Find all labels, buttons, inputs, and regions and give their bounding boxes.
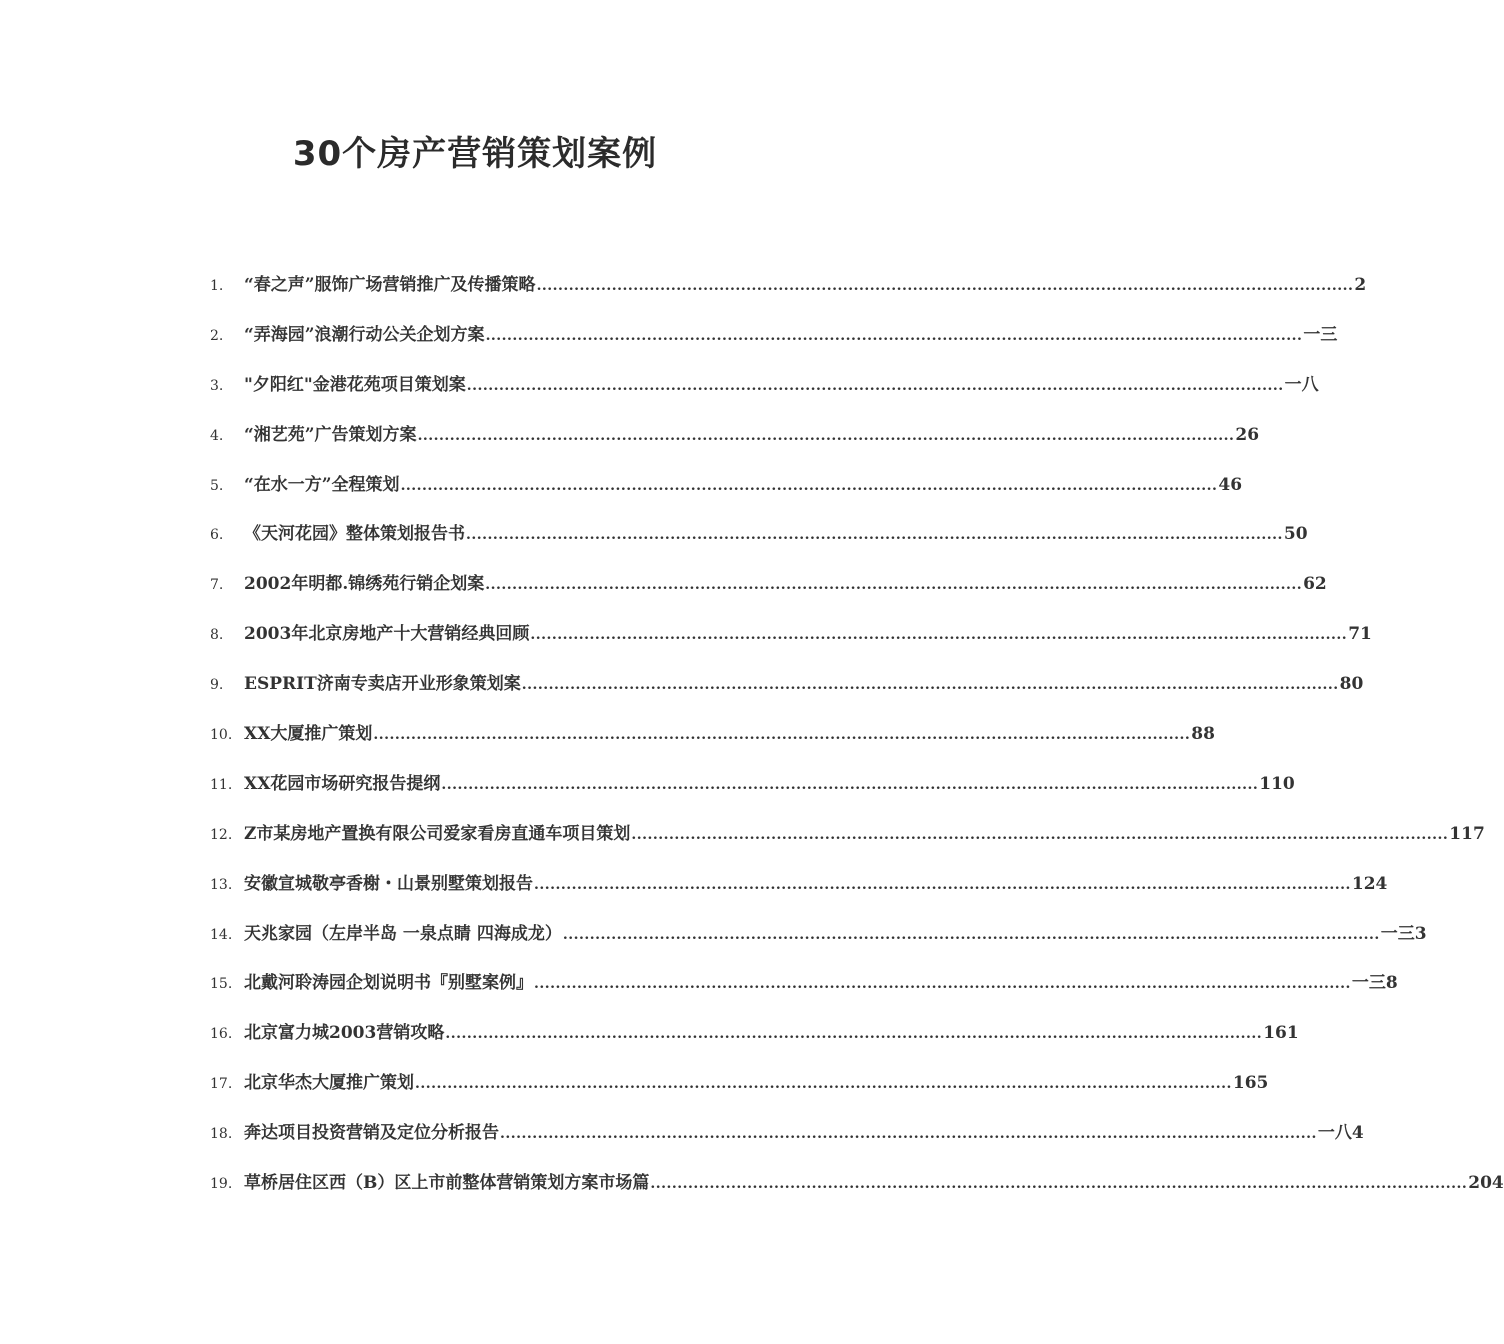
toc-entry[interactable]: [210, 320, 1338, 370]
toc-dot-leader: [650, 1176, 1467, 1192]
toc-entry-title[interactable]: “春之声”服饰广场营销推广及传播策略: [244, 275, 536, 295]
toc-entry-number: 4.: [210, 427, 224, 444]
toc-entry-number: 14.: [210, 926, 233, 943]
toc-entry[interactable]: [210, 619, 1372, 669]
toc-entry[interactable]: [210, 519, 1308, 569]
toc-entry-title[interactable]: 2003年北京房地产十大营销经典回顾: [244, 624, 530, 645]
toc-entry-title[interactable]: 安徽宣城敬亭香榭・山景别墅策划报告: [244, 873, 533, 894]
toc-dot-leader: [631, 827, 1448, 843]
toc-entry-title[interactable]: 北京华杰大厦推广策划: [244, 1073, 414, 1094]
toc-entry-number: 11.: [210, 776, 233, 793]
toc-entry-number: 5.: [210, 477, 224, 494]
toc-entry-title[interactable]: Z市某房地产置换有限公司爱家看房直通车项目策划: [244, 823, 631, 844]
toc-entry-page: 80: [1339, 674, 1364, 695]
page-title: 30个房产营销策划案例: [292, 134, 658, 174]
toc-entry-page: 161: [1263, 1023, 1299, 1044]
toc-entry[interactable]: [210, 1168, 1504, 1218]
toc-entry-title[interactable]: “在水一方”全程策划: [244, 474, 400, 495]
toc-dot-leader: [467, 378, 1284, 394]
toc-dot-leader: [500, 1126, 1317, 1142]
toc-dot-leader: [415, 1076, 1232, 1092]
toc-entry-number: 19.: [210, 1176, 233, 1193]
table-of-contents: [210, 270, 1504, 1218]
toc-dot-leader: [441, 777, 1258, 793]
toc-entry-title[interactable]: XX大厦推广策划: [244, 724, 373, 745]
toc-entry-number: 15.: [210, 976, 233, 993]
toc-entry-page: 165: [1232, 1073, 1269, 1094]
toc-entry-page: 一三3: [1380, 923, 1427, 944]
toc-entry-number: 13.: [210, 876, 233, 893]
toc-entry-page: 88: [1191, 724, 1215, 745]
toc-entry[interactable]: [210, 869, 1388, 919]
toc-dot-leader: [486, 328, 1303, 344]
toc-entry-number: 16.: [210, 1026, 233, 1043]
toc-entry-page: 110: [1259, 773, 1295, 794]
toc-entry-number: 1.: [210, 278, 224, 294]
toc-entry[interactable]: [210, 1068, 1269, 1118]
toc-entry-title[interactable]: XX花园市场研究报告提纲: [244, 773, 441, 794]
toc-entry-title[interactable]: 奔达项目投资营销及定位分析报告: [244, 1123, 499, 1144]
toc-entry-page: 71: [1348, 624, 1372, 645]
toc-entry-number: 18.: [210, 1126, 233, 1143]
toc-dot-leader: [373, 727, 1190, 743]
toc-dot-leader: [534, 976, 1351, 992]
toc-entry[interactable]: [210, 769, 1295, 819]
toc-entry-page: 124: [1351, 873, 1388, 894]
toc-entry-number: 2.: [210, 327, 224, 344]
toc-entry-number: 17.: [210, 1076, 233, 1093]
toc-dot-leader: [534, 877, 1351, 893]
toc-entry[interactable]: [210, 1018, 1299, 1068]
toc-entry-number: 6.: [210, 527, 224, 544]
toc-dot-leader: [485, 577, 1302, 593]
toc-dot-leader: [466, 527, 1283, 543]
toc-entry[interactable]: [210, 370, 1319, 420]
toc-entry-title[interactable]: “弄海园”浪潮行动公关企划方案: [244, 324, 485, 345]
toc-dot-leader: [563, 927, 1380, 943]
toc-entry[interactable]: [210, 919, 1427, 969]
toc-entry-number: 9.: [210, 677, 224, 694]
toc-entry[interactable]: [210, 470, 1243, 520]
toc-entry-title[interactable]: "夕阳红"金港花苑项目策划案: [244, 374, 466, 395]
toc-entry-title[interactable]: 天兆家园（左岸半岛 一泉点睛 四海成龙）: [244, 923, 562, 944]
toc-dot-leader: [522, 677, 1339, 693]
toc-entry-page: 一三8: [1351, 973, 1398, 994]
toc-entry-page: 50: [1283, 524, 1308, 545]
toc-entry-title[interactable]: “湘艺苑”广告策划方案: [244, 424, 417, 445]
toc-entry-number: 10.: [210, 727, 233, 744]
toc-dot-leader: [445, 1026, 1262, 1042]
toc-entry-number: 8.: [210, 627, 224, 644]
toc-entry[interactable]: [210, 270, 1367, 320]
toc-entry-page: 2: [1354, 275, 1367, 295]
toc-entry-page: 一八4: [1317, 1123, 1364, 1144]
toc-entry-number: 3.: [210, 377, 224, 394]
toc-entry-page: 一三: [1303, 324, 1338, 345]
toc-dot-leader: [537, 278, 1354, 294]
toc-entry-page: 62: [1303, 574, 1327, 595]
toc-entry-page: 26: [1235, 424, 1260, 445]
toc-dot-leader: [418, 428, 1235, 444]
toc-entry-page: 一八: [1284, 374, 1319, 395]
toc-entry-page: 46: [1218, 474, 1243, 495]
toc-dot-leader: [530, 627, 1347, 643]
toc-entry-title[interactable]: 2002年明都.锦绣苑行销企划案: [244, 574, 485, 595]
toc-entry-number: 12.: [210, 826, 233, 843]
toc-entry[interactable]: [210, 968, 1398, 1018]
toc-entry-title[interactable]: 《天河花园》整体策划报告书: [244, 524, 465, 545]
toc-dot-leader: [401, 478, 1218, 494]
toc-entry[interactable]: [210, 669, 1364, 719]
toc-entry[interactable]: [210, 1118, 1364, 1168]
toc-entry-title[interactable]: 北戴河聆涛园企划说明书『别墅案例』: [244, 973, 533, 994]
toc-entry[interactable]: [210, 719, 1215, 769]
toc-entry[interactable]: [210, 819, 1485, 869]
toc-entry[interactable]: [210, 569, 1327, 619]
toc-entry-title[interactable]: 草桥居住区西（B）区上市前整体营销策划方案市场篇: [244, 1173, 650, 1194]
toc-entry-title[interactable]: 北京富力城2003营销攻略: [244, 1023, 445, 1044]
toc-entry-page: 117: [1449, 823, 1485, 844]
toc-entry-page: 204: [1468, 1173, 1504, 1194]
toc-entry-title[interactable]: ESPRIT济南专卖店开业形象策划案: [244, 674, 521, 695]
toc-entry-number: 7.: [210, 577, 224, 594]
toc-entry[interactable]: [210, 420, 1260, 470]
